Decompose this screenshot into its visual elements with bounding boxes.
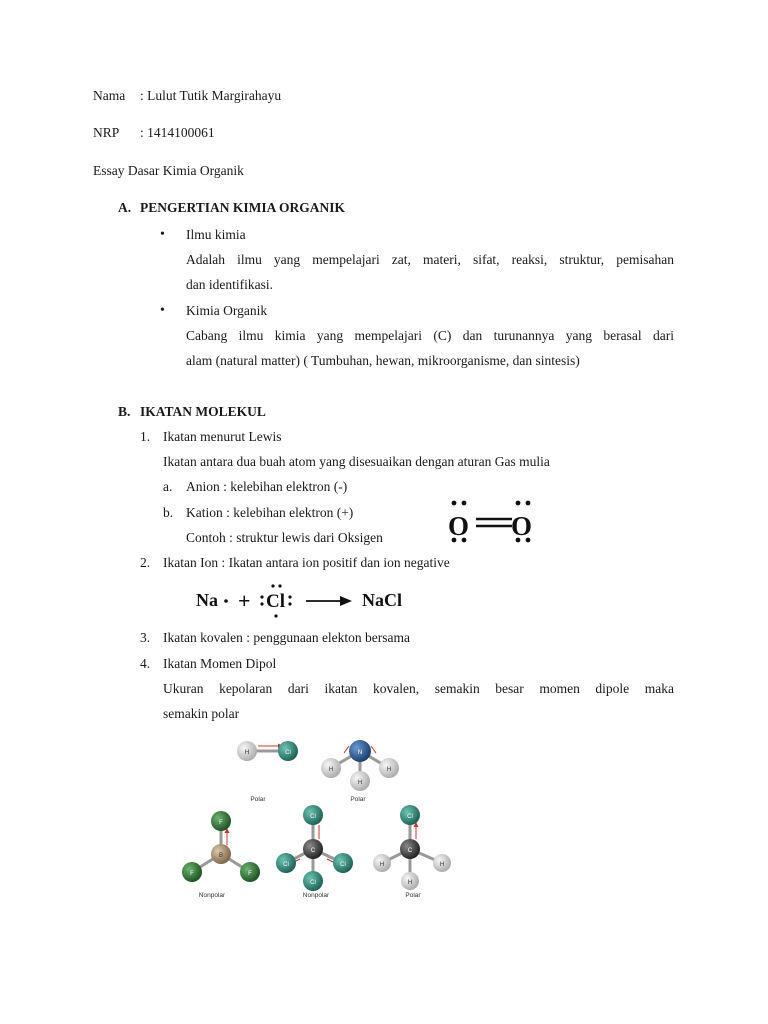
item4-title: Ikatan Momen Dipol xyxy=(163,656,277,671)
item3-number: 3. xyxy=(140,630,151,645)
item3-title: Ikatan kovalen : penggunaan elekton bersama xyxy=(163,630,411,645)
atom-label: H xyxy=(407,880,413,886)
sub-b-marker: b. xyxy=(163,505,174,520)
ionic-bond-equation xyxy=(192,580,422,622)
item-ilmu-kimia-term: Ilmu kimia xyxy=(186,227,246,242)
section-b-heading: IKATAN MOLEKUL xyxy=(140,404,266,419)
item2-title: Ikatan Ion : Ikatan antara ion positif dan ion negative xyxy=(163,555,450,570)
lewis-oxygen-2: O xyxy=(511,511,533,541)
ccl4-molecule xyxy=(276,805,353,899)
atom-label: F xyxy=(248,871,252,877)
item-ilmu-kimia-line2: dan identifikasi. xyxy=(186,277,273,292)
atom-label: H xyxy=(386,767,392,773)
chcl3-caption: Polar xyxy=(405,892,421,899)
bullet-icon: • xyxy=(160,227,165,242)
electron-dot xyxy=(288,602,291,605)
item1-number: 1. xyxy=(140,429,151,444)
nh3-caption: Polar xyxy=(350,796,366,803)
item4-number: 4. xyxy=(140,656,151,671)
electron-dot xyxy=(288,595,291,598)
electron-dot xyxy=(278,584,281,587)
nh3-molecule xyxy=(321,740,399,803)
hcl-caption: Polar xyxy=(250,796,266,803)
electron-dot xyxy=(224,599,228,603)
atom-label: N xyxy=(357,750,363,756)
item-ilmu-kimia-line1: Adalah ilmu yang mempelajari zat, materi, sifat, reaksi, struktur, pemisahan xyxy=(186,252,674,267)
item1-title: Ikatan menurut Lewis xyxy=(163,429,282,444)
section-a-marker: A. xyxy=(118,200,132,215)
atom-label: H xyxy=(357,780,363,786)
electron-dot xyxy=(271,584,274,587)
sub-a-text: Anion : kelebihan elektron (-) xyxy=(186,479,348,494)
atom-label: C xyxy=(407,848,413,854)
nrp-label: NRP xyxy=(93,125,120,140)
atom-label: Cl xyxy=(310,814,316,820)
sub-a-marker: a. xyxy=(163,479,173,494)
sub-b-text: Kation : kelebihan elektron (+) xyxy=(186,505,354,520)
sodium-symbol: Na xyxy=(196,590,218,610)
hcl-molecule xyxy=(237,741,298,803)
section-a-heading: PENGERTIAN KIMIA ORGANIK xyxy=(140,200,346,215)
atom-label: H xyxy=(439,862,445,868)
dipole-molecules-figure xyxy=(180,735,460,905)
atom-label: Cl xyxy=(340,862,346,868)
item1-description: Ikatan antara dua buah atom yang disesuaikan dengan aturan Gas mulia xyxy=(163,454,550,469)
atom-label: Cl xyxy=(310,880,316,886)
atom-label: H xyxy=(328,767,334,773)
atom-label: F xyxy=(190,871,194,877)
nama-label: Nama xyxy=(93,88,126,103)
atom-label: H xyxy=(244,750,250,756)
item2-number: 2. xyxy=(140,555,151,570)
item4-line2: semakin polar xyxy=(163,706,240,721)
contoh-text: Contoh : struktur lewis dari Oksigen xyxy=(186,530,383,545)
nama-value: : Lulut Tutik Margirahayu xyxy=(140,88,282,103)
section-b-marker: B. xyxy=(118,404,131,419)
nrp-value: : 1414100061 xyxy=(140,125,215,140)
ccl4-caption: Nonpolar xyxy=(302,892,330,899)
document-title: Essay Dasar Kimia Organik xyxy=(93,163,244,178)
bf3-caption: Nonpolar xyxy=(198,892,226,899)
atom-label: Cl xyxy=(283,862,289,868)
lewis-oxygen-diagram xyxy=(440,494,545,546)
reaction-arrow-head xyxy=(340,596,352,606)
atom-label: F xyxy=(219,820,223,826)
item-kimia-organik-line2: alam (natural matter) ( Tumbuhan, hewan, mikroorganisme, dan sintesis) xyxy=(186,353,580,368)
atom-label: H xyxy=(379,862,385,868)
item4-line1: Ukuran kepolaran dari ikatan kovalen, semakin besar momen dipole maka xyxy=(163,681,674,696)
electron-dot xyxy=(260,595,263,598)
item-kimia-organik-term: Kimia Organik xyxy=(186,303,268,318)
atom-label: Cl xyxy=(285,750,291,756)
plus-sign: + xyxy=(238,588,251,613)
chlorine-symbol: Cl xyxy=(266,591,285,612)
bf3-molecule xyxy=(182,811,260,899)
atom-label: Cl xyxy=(407,814,413,820)
chcl3-molecule xyxy=(373,805,451,899)
atom-label: C xyxy=(310,848,316,854)
item-kimia-organik-line1: Cabang ilmu kimia yang mempelajari (C) dan turunannya yang berasal dari xyxy=(186,328,674,343)
electron-dot xyxy=(274,614,277,617)
lewis-oxygen-1: O xyxy=(448,511,470,541)
electron-dot xyxy=(260,602,263,605)
bullet-icon: • xyxy=(160,303,165,318)
atom-label: B xyxy=(218,853,224,859)
nacl-product: NaCl xyxy=(362,590,402,610)
